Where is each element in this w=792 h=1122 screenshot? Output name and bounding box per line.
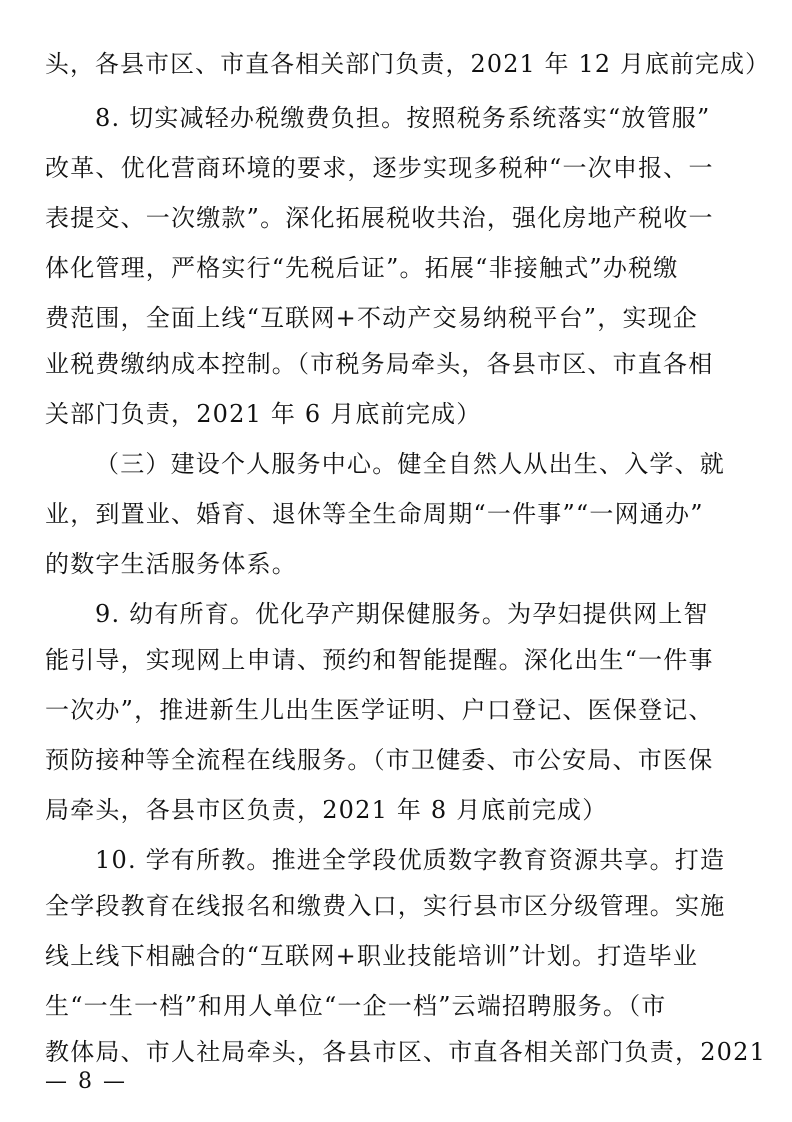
text-line: 教体局、市人社局牵头，各县市区、市直各相关部门负责，2021 xyxy=(45,1038,767,1066)
text-line: 生“一生一档”和用人单位“一企一档”云端招聘服务。（市 xyxy=(45,992,667,1020)
text-line: 改革、优化营商环境的要求，逐步实现多税种“一次申报、一 xyxy=(45,154,714,182)
text-line: 局牵头，各县市区负责，2021 年 8 月底前完成） xyxy=(45,796,608,824)
text-line: 业，到置业、婚育、退休等全生命周期“一件事”“一网通办” xyxy=(45,500,704,528)
text-line: 10. 学有所教。推进全学段优质数字教育资源共享。打造 xyxy=(95,846,726,874)
text-line: 表提交、一次缴款”。深化拓展税收共治，强化房地产税收一 xyxy=(45,204,714,232)
text-line: 全学段教育在线报名和缴费入口，实行县市区分级管理。实施 xyxy=(45,892,726,920)
text-line: 关部门负责，2021 年 6 月底前完成） xyxy=(45,400,482,428)
text-line: 体化管理，严格实行“先税后证”。拓展“非接触式”办税缴 xyxy=(45,254,679,282)
text-line: 头，各县市区、市直各相关部门负责，2021 年 12 月底前完成） xyxy=(45,50,771,78)
text-line: 的数字生活服务体系。 xyxy=(45,550,297,578)
text-line: 业税费缴纳成本控制。（市税务局牵头，各县市区、市直各相 xyxy=(45,350,714,378)
text-line: 能引导，实现网上申请、预约和智能提醒。深化出生“一件事 xyxy=(45,646,714,674)
text-line: 线上线下相融合的“互联网+职业技能培训”计划。打造毕业 xyxy=(45,942,699,970)
text-line: 预防接种等全流程在线服务。（市卫健委、市公安局、市医保 xyxy=(45,746,714,774)
section-heading: （三）建设个人服务中心。健全自然人从出生、入学、就 xyxy=(95,450,725,478)
page-number: — 8 — xyxy=(45,1069,127,1094)
text-line: 费范围，全面上线“互联网+不动产交易纳税平台”，实现企 xyxy=(45,304,699,332)
text-line: 一次办”，推进新生儿出生医学证明、户口登记、医保登记、 xyxy=(45,696,714,724)
text-line: 8. 切实减轻办税缴费负担。按照税务系统落实“放管服” xyxy=(95,104,711,132)
text-line: 9. 幼有所育。优化孕产期保健服务。为孕妇提供网上智 xyxy=(95,600,709,628)
